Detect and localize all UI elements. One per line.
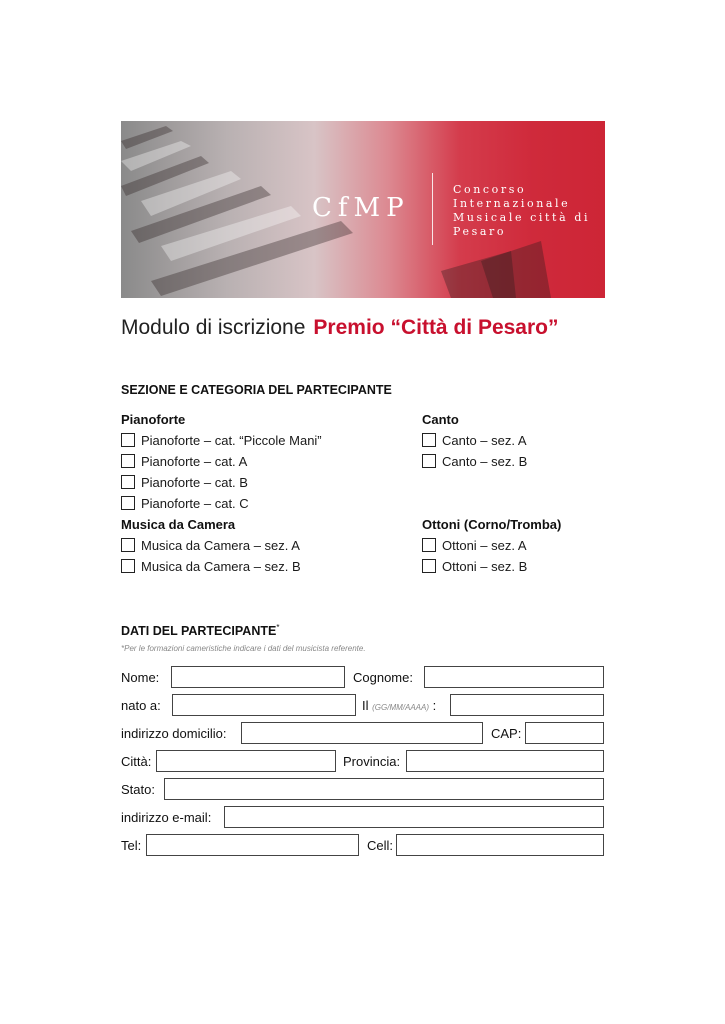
date-format-hint: (GG/MM/AAAA): [372, 703, 430, 712]
provincia-label: Provincia:: [343, 754, 401, 769]
nato-label: nato a:: [121, 698, 161, 713]
org-line: Internazionale: [453, 197, 571, 210]
luogo-nascita-field[interactable]: [172, 694, 356, 716]
checkbox-label: Musica da Camera – sez. B: [141, 558, 301, 574]
checkbox-box[interactable]: [422, 538, 436, 552]
cfmp-logo: CfMP: [312, 193, 410, 223]
logo-divider: [432, 173, 433, 245]
stato-field[interactable]: [164, 778, 604, 800]
cap-label: CAP:: [491, 726, 522, 741]
citta-field[interactable]: [156, 750, 336, 772]
org-line: Musicale città di: [453, 211, 591, 224]
checkbox-label: Canto – sez. B: [442, 453, 528, 469]
email-label: indirizzo e-mail:: [121, 810, 212, 825]
checkbox-ottoni-sez-b[interactable]: [422, 557, 527, 575]
checkbox-label: Ottoni – sez. A: [442, 537, 527, 553]
checkbox-ottoni-sez-a[interactable]: [422, 536, 527, 554]
cell-label: Cell:: [367, 838, 394, 853]
indirizzo-label: indirizzo domicilio:: [121, 726, 227, 741]
org-line: Pesaro: [453, 225, 507, 238]
title-prize: Premio “Città di Pesaro”: [313, 316, 559, 339]
group-pianoforte-title: Pianoforte: [121, 412, 186, 427]
email-field[interactable]: [224, 806, 604, 828]
checkbox-box[interactable]: [422, 559, 436, 573]
checkbox-pianoforte-piccole-mani[interactable]: [121, 431, 322, 449]
section-category-heading: SEZIONE E CATEGORIA DEL PARTECIPANTE: [121, 383, 392, 397]
group-ottoni-title: Ottoni (Corno/Tromba): [422, 517, 562, 532]
org-line: Concorso: [453, 183, 527, 196]
checkbox-label: Pianoforte – cat. B: [141, 474, 248, 490]
checkbox-box[interactable]: [121, 496, 135, 510]
checkbox-label: Musica da Camera – sez. A: [141, 537, 300, 553]
cell-field[interactable]: [396, 834, 604, 856]
checkbox-canto-sez-a[interactable]: [422, 431, 527, 449]
checkbox-box[interactable]: [422, 433, 436, 447]
checkbox-label: Pianoforte – cat. C: [141, 495, 249, 511]
cognome-label: Cognome:: [353, 670, 413, 685]
checkbox-canto-sez-b[interactable]: [422, 452, 527, 470]
organization-name: [453, 183, 590, 239]
checkbox-pianoforte-cat-b[interactable]: [121, 473, 248, 491]
nome-label: Nome:: [121, 670, 160, 685]
tel-label: Tel:: [121, 838, 142, 853]
section-participant-heading-text: DATI DEL PARTECIPANTE: [121, 624, 277, 639]
checkbox-box[interactable]: [121, 433, 135, 447]
il-colon: :: [432, 698, 437, 713]
checkbox-label: Canto – sez. A: [442, 432, 527, 448]
checkbox-camera-sez-a[interactable]: [121, 536, 300, 554]
citta-label: Città:: [121, 754, 152, 769]
checkbox-box[interactable]: [121, 538, 135, 552]
checkbox-box[interactable]: [121, 475, 135, 489]
checkbox-box[interactable]: [121, 454, 135, 468]
checkbox-label: Pianoforte – cat. A: [141, 453, 248, 469]
checkbox-camera-sez-b[interactable]: [121, 557, 301, 575]
stato-label: Stato:: [121, 782, 155, 797]
cap-field[interactable]: [525, 722, 604, 744]
page-title: [121, 316, 559, 340]
group-camera-title: Musica da Camera: [121, 517, 236, 532]
checkbox-pianoforte-cat-a[interactable]: [121, 452, 247, 470]
title-prefix: Modulo di iscrizione: [121, 316, 306, 339]
indirizzo-field[interactable]: [241, 722, 483, 744]
tel-field[interactable]: [146, 834, 359, 856]
data-nascita-label: [362, 698, 436, 713]
header-banner: [121, 121, 605, 298]
il-label: Il: [362, 698, 369, 713]
checkbox-box[interactable]: [121, 559, 135, 573]
data-nascita-field[interactable]: [450, 694, 604, 716]
cognome-field[interactable]: [424, 666, 604, 688]
checkbox-label: Ottoni – sez. B: [442, 558, 528, 574]
participant-note: *Per le formazioni cameristiche indicare i dati del musicista referente.: [121, 644, 366, 653]
asterisk-mark: *: [276, 623, 280, 632]
checkbox-label: Pianoforte – cat. “Piccole Mani”: [141, 432, 322, 448]
nome-field[interactable]: [171, 666, 345, 688]
checkbox-pianoforte-cat-c[interactable]: [121, 494, 249, 512]
section-participant-heading: [121, 623, 279, 638]
checkbox-box[interactable]: [422, 454, 436, 468]
group-canto-title: Canto: [422, 412, 459, 427]
provincia-field[interactable]: [406, 750, 604, 772]
